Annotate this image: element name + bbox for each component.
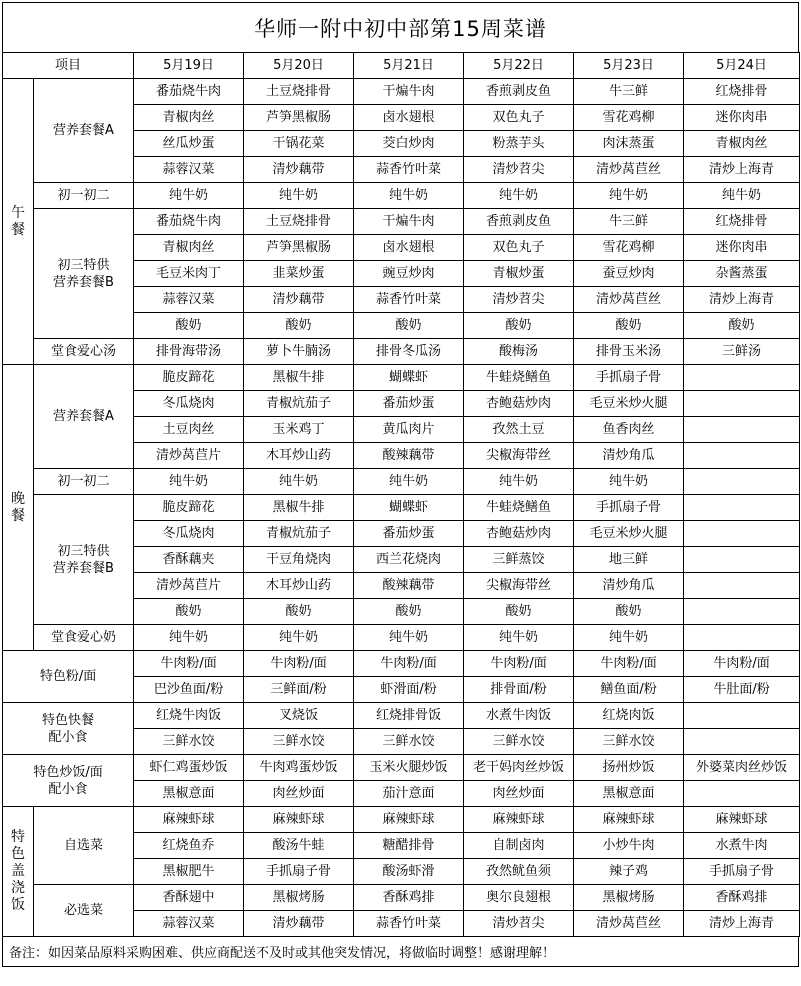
dish-cell: 杏鲍菇炒肉 xyxy=(464,391,574,417)
dish-cell: 香酥鸡排 xyxy=(684,885,800,911)
dish-cell: 茭白炒肉 xyxy=(354,131,464,157)
header-date: 5月22日 xyxy=(464,53,574,79)
dish-cell: 纯牛奶 xyxy=(354,625,464,651)
dish-cell: 麻辣虾球 xyxy=(244,807,354,833)
noodles-label: 特色粉/面 xyxy=(3,651,134,703)
dish-cell: 丝瓜炒蛋 xyxy=(134,131,244,157)
dish-cell: 手抓扇子骨 xyxy=(684,859,800,885)
dish-cell: 芦笋黑椒肠 xyxy=(244,235,354,261)
dish-cell: 三鲜水饺 xyxy=(354,729,464,755)
grade12-label: 初一初二 xyxy=(34,183,134,209)
dish-cell: 香煎剥皮鱼 xyxy=(464,209,574,235)
dish-cell: 干煸牛肉 xyxy=(354,209,464,235)
dish-cell: 扬州炒饭 xyxy=(574,755,684,781)
dish-cell: 黑椒牛排 xyxy=(244,495,354,521)
dish-cell: 蒜香竹叶菜 xyxy=(354,157,464,183)
dish-cell: 番茄炒蛋 xyxy=(354,521,464,547)
dish-cell: 清炒莴苣丝 xyxy=(574,157,684,183)
header-date: 5月19日 xyxy=(134,53,244,79)
dish-cell: 香煎剥皮鱼 xyxy=(464,79,574,105)
optional-label: 自选菜 xyxy=(34,807,134,885)
dish-cell: 清炒莴苣片 xyxy=(134,573,244,599)
fast-label-line1: 特色快餐 xyxy=(42,712,95,728)
dish-cell xyxy=(684,547,800,573)
dish-cell xyxy=(684,703,800,729)
dish-cell: 酸奶 xyxy=(134,313,244,339)
dish-cell: 牛蛙烧鳝鱼 xyxy=(464,365,574,391)
dish-cell: 清炒苕尖 xyxy=(464,911,574,937)
dish-cell: 冬瓜烧肉 xyxy=(134,391,244,417)
dish-cell: 纯牛奶 xyxy=(574,469,684,495)
menu-row xyxy=(3,495,800,521)
dish-cell: 手抓扇子骨 xyxy=(574,365,684,391)
dish-cell: 小炒牛肉 xyxy=(574,833,684,859)
menu-row xyxy=(3,651,800,677)
dish-cell: 粉蒸芋头 xyxy=(464,131,574,157)
dish-cell: 清炒上海青 xyxy=(684,157,800,183)
dish-cell: 鱼香肉丝 xyxy=(574,417,684,443)
menu-row xyxy=(3,625,800,651)
fried-label-line2: 配小食 xyxy=(48,781,88,797)
dish-cell: 麻辣虾球 xyxy=(134,807,244,833)
dish-cell: 酸汤虾滑 xyxy=(354,859,464,885)
dish-cell: 麻辣虾球 xyxy=(574,807,684,833)
dish-cell: 卤水翅根 xyxy=(354,105,464,131)
dish-cell xyxy=(684,521,800,547)
dish-cell: 香酥藕夹 xyxy=(134,547,244,573)
dish-cell: 毛豆米炒火腿 xyxy=(574,391,684,417)
dish-cell xyxy=(684,599,800,625)
dish-cell: 黑椒烤肠 xyxy=(244,885,354,911)
dish-cell: 地三鲜 xyxy=(574,547,684,573)
dish-cell: 纯牛奶 xyxy=(574,183,684,209)
dish-cell: 孜然鱿鱼须 xyxy=(464,859,574,885)
dish-cell: 韭菜炒蛋 xyxy=(244,261,354,287)
fried-label xyxy=(3,755,134,807)
dish-cell: 香酥鸡排 xyxy=(354,885,464,911)
soup-label: 堂食爱心汤 xyxy=(34,339,134,365)
dish-cell: 老干妈肉丝炒饭 xyxy=(464,755,574,781)
dish-cell: 清炒苕尖 xyxy=(464,287,574,313)
dish-cell: 纯牛奶 xyxy=(244,469,354,495)
menu-row xyxy=(3,365,800,391)
dish-cell: 清炒藕带 xyxy=(244,911,354,937)
dish-cell: 青椒肉丝 xyxy=(134,235,244,261)
dish-cell: 叉烧饭 xyxy=(244,703,354,729)
dish-cell: 酸奶 xyxy=(464,313,574,339)
dish-cell: 西兰花烧肉 xyxy=(354,547,464,573)
dish-cell: 酸奶 xyxy=(244,313,354,339)
dish-cell: 清炒苕尖 xyxy=(464,157,574,183)
dish-cell: 尖椒海带丝 xyxy=(464,573,574,599)
dish-cell: 麻辣虾球 xyxy=(464,807,574,833)
gaijiao-label: 特色盖浇饭 xyxy=(3,807,34,937)
dish-cell: 芦笋黑椒肠 xyxy=(244,105,354,131)
dish-cell: 卤水翅根 xyxy=(354,235,464,261)
dish-cell: 干煸牛肉 xyxy=(354,79,464,105)
dish-cell: 番茄烧牛肉 xyxy=(134,79,244,105)
dish-cell: 毛豆米肉丁 xyxy=(134,261,244,287)
dish-cell: 酸奶 xyxy=(684,313,800,339)
dish-cell: 清炒藕带 xyxy=(244,287,354,313)
dish-cell: 毛豆米炒火腿 xyxy=(574,521,684,547)
dish-cell xyxy=(684,365,800,391)
dish-cell: 番茄烧牛肉 xyxy=(134,209,244,235)
dish-cell: 青椒炕茄子 xyxy=(244,391,354,417)
dish-cell: 肉丝炒面 xyxy=(464,781,574,807)
dish-cell: 清炒莴苣片 xyxy=(134,443,244,469)
dish-cell: 雪花鸡柳 xyxy=(574,105,684,131)
header-item: 项目 xyxy=(3,53,134,79)
dish-cell: 冬瓜烧肉 xyxy=(134,521,244,547)
dish-cell xyxy=(684,781,800,807)
dish-cell: 纯牛奶 xyxy=(134,625,244,651)
dish-cell: 红烧牛肉饭 xyxy=(134,703,244,729)
menu-page xyxy=(2,2,799,967)
dish-cell: 纯牛奶 xyxy=(134,183,244,209)
dish-cell: 巴沙鱼面/粉 xyxy=(134,677,244,703)
dish-cell: 排骨玉米汤 xyxy=(574,339,684,365)
required-label: 必选菜 xyxy=(34,885,134,937)
header-date: 5月23日 xyxy=(574,53,684,79)
set-b-label-line1: 初三特供 xyxy=(57,543,110,559)
dish-cell: 蝴蝶虾 xyxy=(354,365,464,391)
dish-cell: 牛肉鸡蛋炒饭 xyxy=(244,755,354,781)
dish-cell: 迷你肉串 xyxy=(684,235,800,261)
dish-cell: 清炒角瓜 xyxy=(574,573,684,599)
milk-label: 堂食爱心奶 xyxy=(34,625,134,651)
dish-cell: 纯牛奶 xyxy=(574,625,684,651)
fried-label-line1: 特色炒饭/面 xyxy=(33,764,103,780)
dish-cell: 玉米鸡丁 xyxy=(244,417,354,443)
dish-cell: 红烧排骨饭 xyxy=(354,703,464,729)
dish-cell: 水煮牛肉饭 xyxy=(464,703,574,729)
dish-cell xyxy=(684,573,800,599)
dish-cell: 红烧鱼乔 xyxy=(134,833,244,859)
dish-cell: 黑椒牛排 xyxy=(244,365,354,391)
dish-cell: 脆皮蹄花 xyxy=(134,495,244,521)
dish-cell: 酸奶 xyxy=(244,599,354,625)
dish-cell: 红烧排骨 xyxy=(684,209,800,235)
dish-cell: 牛三鲜 xyxy=(574,209,684,235)
dish-cell: 迷你肉串 xyxy=(684,105,800,131)
dish-cell: 干锅花菜 xyxy=(244,131,354,157)
dish-cell xyxy=(684,495,800,521)
grade12-label: 初一初二 xyxy=(34,469,134,495)
dish-cell: 蚕豆炒肉 xyxy=(574,261,684,287)
dish-cell: 纯牛奶 xyxy=(354,469,464,495)
dish-cell: 手抓扇子骨 xyxy=(244,859,354,885)
dish-cell: 双色丸子 xyxy=(464,235,574,261)
dish-cell: 纯牛奶 xyxy=(244,625,354,651)
footer-note: 备注：如因菜品原料采购困难、供应商配送不及时或其他突发情况，将做临时调整！感谢理解！ xyxy=(2,937,799,967)
page-title: 华师一附中初中部第15周菜谱 xyxy=(2,2,799,52)
dish-cell: 土豆烧排骨 xyxy=(244,209,354,235)
dish-cell: 清炒莴苣丝 xyxy=(574,911,684,937)
dish-cell: 豌豆炒肉 xyxy=(354,261,464,287)
dish-cell: 木耳炒山药 xyxy=(244,573,354,599)
dish-cell xyxy=(684,443,800,469)
dish-cell: 杂酱蒸蛋 xyxy=(684,261,800,287)
dish-cell: 三鲜水饺 xyxy=(244,729,354,755)
dish-cell: 清炒角瓜 xyxy=(574,443,684,469)
dish-cell: 清炒莴苣丝 xyxy=(574,287,684,313)
dish-cell: 纯牛奶 xyxy=(354,183,464,209)
dish-cell: 玉米火腿炒饭 xyxy=(354,755,464,781)
dish-cell xyxy=(684,729,800,755)
dish-cell: 糖醋排骨 xyxy=(354,833,464,859)
dish-cell: 黄瓜肉片 xyxy=(354,417,464,443)
set-a-label: 营养套餐A xyxy=(34,365,134,469)
dish-cell: 酸奶 xyxy=(574,599,684,625)
dish-cell: 清炒上海青 xyxy=(684,287,800,313)
dish-cell xyxy=(684,625,800,651)
dish-cell: 土豆肉丝 xyxy=(134,417,244,443)
dish-cell: 自制卤肉 xyxy=(464,833,574,859)
dish-cell: 青椒肉丝 xyxy=(134,105,244,131)
menu-row xyxy=(3,885,800,911)
dish-cell xyxy=(684,391,800,417)
dish-cell: 干豆角烧肉 xyxy=(244,547,354,573)
dish-cell: 蒜蓉汉菜 xyxy=(134,287,244,313)
dish-cell: 排骨海带汤 xyxy=(134,339,244,365)
dish-cell: 茄汁意面 xyxy=(354,781,464,807)
dish-cell: 蝴蝶虾 xyxy=(354,495,464,521)
dish-cell: 酸奶 xyxy=(574,313,684,339)
dish-cell: 牛肉粉/面 xyxy=(244,651,354,677)
dish-cell: 三鲜水饺 xyxy=(574,729,684,755)
dish-cell: 青椒炕茄子 xyxy=(244,521,354,547)
dish-cell: 黑椒意面 xyxy=(574,781,684,807)
dish-cell: 牛肉粉/面 xyxy=(134,651,244,677)
menu-row xyxy=(3,209,800,235)
dish-cell: 萝卜牛腩汤 xyxy=(244,339,354,365)
dish-cell: 牛三鲜 xyxy=(574,79,684,105)
header-date: 5月24日 xyxy=(684,53,800,79)
dish-cell: 牛蛙烧鳝鱼 xyxy=(464,495,574,521)
dish-cell: 麻辣虾球 xyxy=(684,807,800,833)
set-a-label: 营养套餐A xyxy=(34,79,134,183)
menu-row xyxy=(3,79,800,105)
dish-cell: 双色丸子 xyxy=(464,105,574,131)
fast-label xyxy=(3,703,134,755)
dish-cell: 酸辣藕带 xyxy=(354,573,464,599)
menu-row xyxy=(3,183,800,209)
dish-cell: 香酥翅中 xyxy=(134,885,244,911)
menu-body xyxy=(3,53,800,937)
dish-cell: 牛肉粉/面 xyxy=(574,651,684,677)
dish-cell: 雪花鸡柳 xyxy=(574,235,684,261)
dish-cell: 酸奶 xyxy=(354,599,464,625)
dish-cell: 土豆烧排骨 xyxy=(244,79,354,105)
dish-cell: 排骨冬瓜汤 xyxy=(354,339,464,365)
dish-cell: 蒜香竹叶菜 xyxy=(354,911,464,937)
header-row xyxy=(3,53,800,79)
dish-cell: 黑椒烤肠 xyxy=(574,885,684,911)
dish-cell: 酸梅汤 xyxy=(464,339,574,365)
dish-cell: 孜然土豆 xyxy=(464,417,574,443)
dish-cell: 酸辣藕带 xyxy=(354,443,464,469)
dish-cell: 三鲜汤 xyxy=(684,339,800,365)
dish-cell: 酸奶 xyxy=(134,599,244,625)
dish-cell: 鳝鱼面/粉 xyxy=(574,677,684,703)
dish-cell: 牛肉粉/面 xyxy=(684,651,800,677)
dish-cell: 酸奶 xyxy=(464,599,574,625)
set-b-label-line1: 初三特供 xyxy=(57,257,110,273)
dish-cell: 麻辣虾球 xyxy=(354,807,464,833)
dish-cell: 黑椒肥牛 xyxy=(134,859,244,885)
dish-cell: 牛肉粉/面 xyxy=(354,651,464,677)
set-b-label xyxy=(34,495,134,625)
dish-cell: 黑椒意面 xyxy=(134,781,244,807)
dish-cell: 纯牛奶 xyxy=(244,183,354,209)
header-date: 5月21日 xyxy=(354,53,464,79)
lunch-label: 午餐 xyxy=(3,79,34,365)
dish-cell: 三鲜水饺 xyxy=(134,729,244,755)
dish-cell: 水煮牛肉 xyxy=(684,833,800,859)
set-b-label-line2: 营养套餐B xyxy=(53,274,114,290)
dish-cell: 牛肚面/粉 xyxy=(684,677,800,703)
dish-cell: 手抓扇子骨 xyxy=(574,495,684,521)
dish-cell: 牛肉粉/面 xyxy=(464,651,574,677)
fast-label-line2: 配小食 xyxy=(48,729,88,745)
dish-cell: 蒜蓉汉菜 xyxy=(134,157,244,183)
dinner-label: 晚餐 xyxy=(3,365,34,651)
dish-cell: 纯牛奶 xyxy=(134,469,244,495)
dish-cell: 外婆菜肉丝炒饭 xyxy=(684,755,800,781)
dish-cell: 三鲜面/粉 xyxy=(244,677,354,703)
menu-row xyxy=(3,807,800,833)
header-date: 5月20日 xyxy=(244,53,354,79)
dish-cell: 纯牛奶 xyxy=(464,183,574,209)
dish-cell: 脆皮蹄花 xyxy=(134,365,244,391)
menu-row xyxy=(3,703,800,729)
dish-cell xyxy=(684,417,800,443)
dish-cell: 清炒藕带 xyxy=(244,157,354,183)
set-b-label xyxy=(34,209,134,339)
dish-cell: 木耳炒山药 xyxy=(244,443,354,469)
dish-cell: 奥尔良翅根 xyxy=(464,885,574,911)
dish-cell: 尖椒海带丝 xyxy=(464,443,574,469)
dish-cell: 红烧肉饭 xyxy=(574,703,684,729)
dish-cell: 蒜蓉汉菜 xyxy=(134,911,244,937)
dish-cell: 蒜香竹叶菜 xyxy=(354,287,464,313)
dish-cell xyxy=(684,469,800,495)
set-b-label-line2: 营养套餐B xyxy=(53,560,114,576)
menu-row xyxy=(3,469,800,495)
dish-cell: 纯牛奶 xyxy=(684,183,800,209)
dish-cell: 肉丝炒面 xyxy=(244,781,354,807)
menu-table xyxy=(2,52,800,937)
menu-row xyxy=(3,755,800,781)
dish-cell: 杏鲍菇炒肉 xyxy=(464,521,574,547)
dish-cell: 三鲜水饺 xyxy=(464,729,574,755)
menu-row xyxy=(3,339,800,365)
dish-cell: 虾滑面/粉 xyxy=(354,677,464,703)
dish-cell: 辣子鸡 xyxy=(574,859,684,885)
dish-cell: 三鲜蒸饺 xyxy=(464,547,574,573)
dish-cell: 红烧排骨 xyxy=(684,79,800,105)
dish-cell: 酸汤牛蛙 xyxy=(244,833,354,859)
dish-cell: 纯牛奶 xyxy=(464,625,574,651)
dish-cell: 酸奶 xyxy=(354,313,464,339)
dish-cell: 肉沫蒸蛋 xyxy=(574,131,684,157)
dish-cell: 清炒上海青 xyxy=(684,911,800,937)
dish-cell: 排骨面/粉 xyxy=(464,677,574,703)
dish-cell: 虾仁鸡蛋炒饭 xyxy=(134,755,244,781)
dish-cell: 番茄炒蛋 xyxy=(354,391,464,417)
dish-cell: 纯牛奶 xyxy=(464,469,574,495)
dish-cell: 青椒炒蛋 xyxy=(464,261,574,287)
dish-cell: 青椒肉丝 xyxy=(684,131,800,157)
